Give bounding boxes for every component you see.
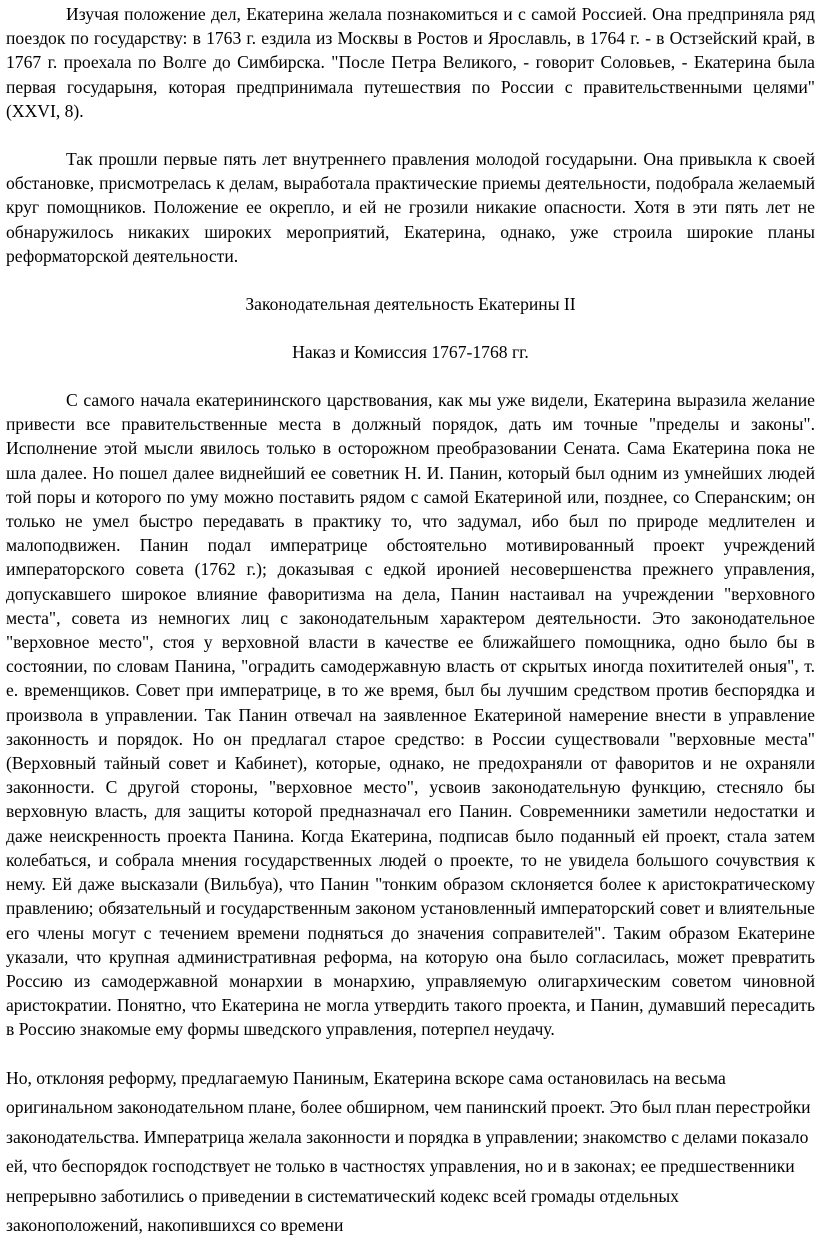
subsection-heading: Наказ и Комиссия 1767-1768 гг.: [292, 342, 529, 363]
document-page: [6, 0, 815, 1241]
section-heading: Законодательная деятельность Екатерины II: [245, 294, 576, 315]
paragraph-travels: Изучая положение дел, Екатерина желала познакомиться и с самой Россией. Она предприняла ряд поездок по государству: в 1763 г. ездила из Москвы в Ростов и Ярославль, в 1764 г. - в Остзейский край, в 1767 г. проехала по Волге до Симбирска. "После Петра Великого, - говорит Соловьев, - Екатерина была первая государыня, которая предпринимала путешествия по России с правительственными целями" (XXVI, 8).: [6, 4, 815, 121]
paragraph-legislative-plan: Но, отклоняя реформу, предлагаемую Паниным, Екатерина вскоре сама остановилась на весьма оригинальном законодательном плане, более обширном, чем панинский проект. Это был план перестройки законодательства. Императрица желала законности и порядка в управлении; знакомство с делами показало ей, что беспорядок господствует не только в частностях управления, но и в законах; ее предшественники непрерывно заботились о приведении в систематический кодекс всей громады отдельных законоположений, накопившихся со времени: [6, 1067, 811, 1236]
paragraph-first-five-years: Так прошли первые пять лет внутреннего правления молодой государыни. Она привыкла к своей обстановке, присмотрелась к делам, выработала практические приемы деятельности, подобрала желаемый круг помощников. Положение ее окрепло, и ей не грозили никакие опасности. Хотя в эти пять лет не обнаружилось никаких широких мероприятий, Екатерина, однако, уже строила широкие планы реформаторской деятельности.: [6, 149, 815, 266]
paragraph-panin-project: С самого начала екатерининского царствования, как мы уже видели, Екатерина выразила желание привести все правительственные места в должный порядок, дать им точные "пределы и законы". Исполнение этой мысли явилось только в осторожном преобразовании Сената. Сама Екатерина пока не шла далее. Но пошел далее виднейший ее советник Н. И. Панин, который был одним из умнейших людей той поры и которого по уму можно поставить рядом с самой Екатериной или, позднее, со Сперанским; он только не умел быстро передавать в практику то, что задумал, ибо был по природе медлителен и малоподвижен. Панин подал императрице обстоятельно мотивированный проект учреждений императорского совета (1762 г.); доказывая с едкой иронией несовершенства прежнего управления, допускавшего широкое влияние фаворитизма на дела, Панин настаивал на учреждении "верховного места", совета из немногих лиц с законодательным характером деятельности. Это законодательное "верховное место", стоя у верховной власти в качестве ее ближайшего помощника, одно было бы в состоянии, по словам Панина, "оградить самодержавную власть от скрытых иногда похитителей оныя", т. е. временщиков. Совет при императрице, в то же время, был бы лучшим средством против беспорядка и произвола в управлении. Так Панин отвечал на заявленное Екатериной намерение внести в управление законность и порядок. Но он предлагал старое средство: в России существовали "верховные места" (Верховный тайный совет и Кабинет), которые, однако, не предохраняли от фаворитов и не охраняли законности. С другой стороны, "верховное место", усвоив законодательную функцию, стесняло бы верховную власть, для защиты которой предназначал его Панин. Современники заметили недостатки и даже неискренность проекта Панина. Когда Екатерина, подписав было поданный ей проект, стала затем колебаться, и собрала мнения государственных людей о проекте, то не увидела большого сочувствия к нему. Ей даже высказали (Вильбуа), что Панин "тонким образом склоняется более к аристократическому правлению; обязательный и государственным законом установленный императорский совет и влиятельные его члены могут с течением времени подняться до значения соправителей". Таким образом Екатерине указали, что крупная административная реформа, на которую она было согласилась, может превратить Россию из самодержавной монархии в монархию, управляемую олигархическим советом чиновной аристократии. Понятно, что Екатерина не могла утвердить такого проекта, и Панин, думавший пересадить в Россию знакомые ему формы шведского управления, потерпел неудачу.: [6, 390, 815, 1040]
